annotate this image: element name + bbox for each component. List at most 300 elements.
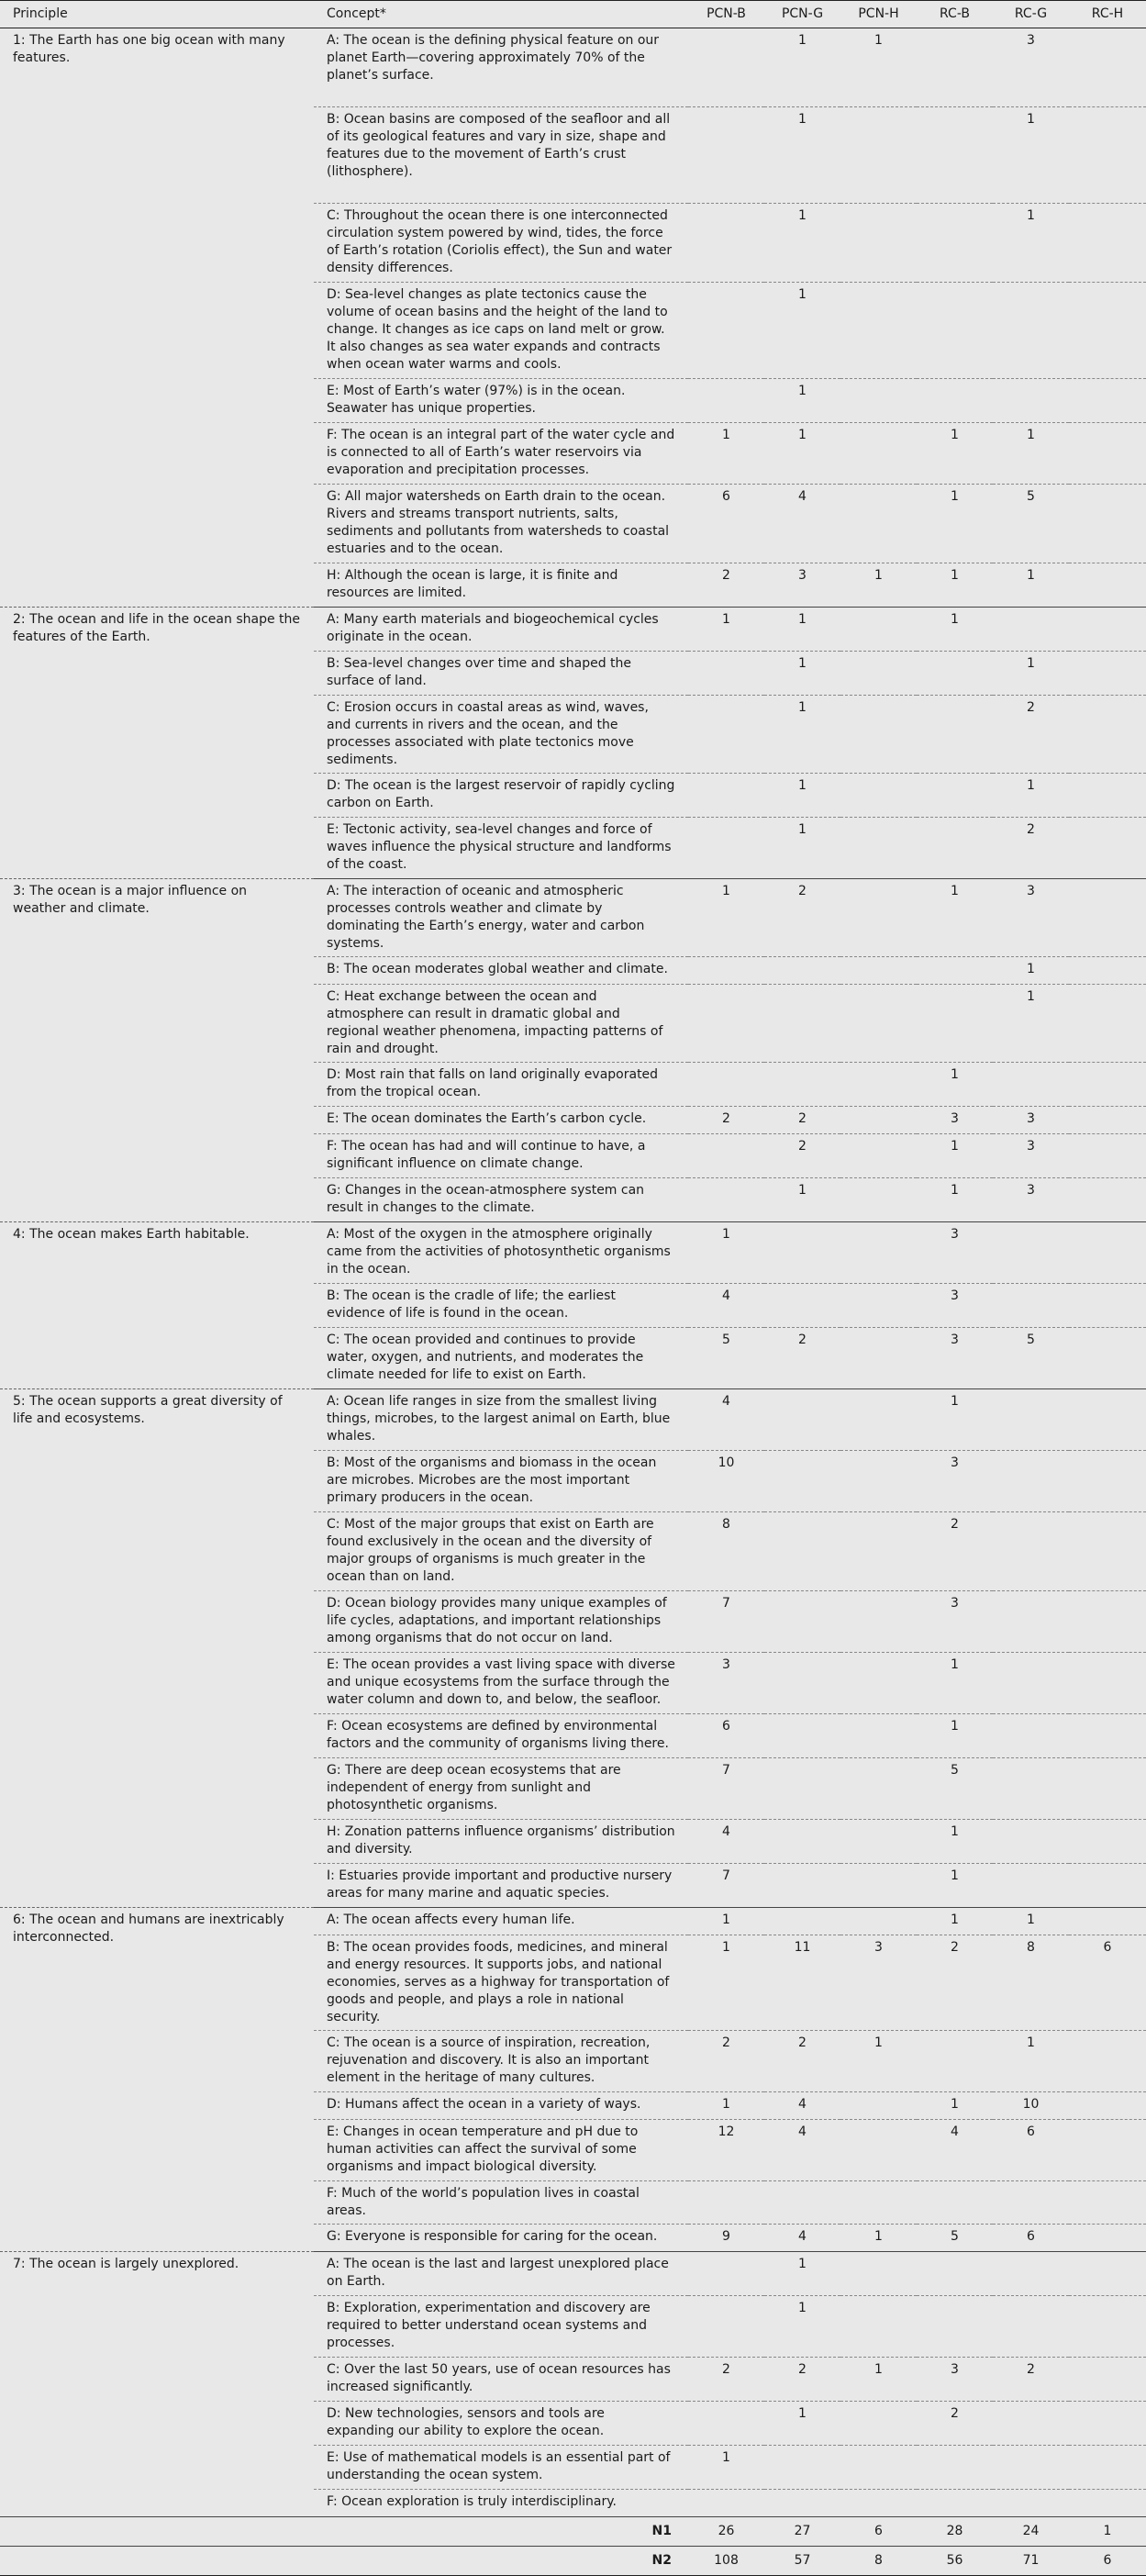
count-cell [764,1908,840,1935]
count-cell [688,2490,764,2517]
count-cell [1069,1714,1146,1758]
table-row [0,28,1146,107]
count-cell: 1 [917,1908,993,1935]
concept-text: A: The ocean is the last and largest unexplored place on Earth. [314,2252,688,2296]
count-cell: 1 [993,985,1069,1063]
count-cell [764,1512,840,1591]
count-cell: 10 [688,1451,764,1512]
count-cell: 2 [764,2031,840,2092]
count-cell: 9 [688,2225,764,2252]
count-cell [764,1451,840,1512]
count-cell: 3 [688,1653,764,1714]
count-cell: 1 [764,696,840,774]
total-n2-pcn-g: 57 [764,2547,840,2576]
count-cell: 1 [840,2031,917,2092]
count-cell [1069,1864,1146,1908]
count-cell [1069,608,1146,652]
count-cell: 1 [764,2252,840,2296]
count-cell [840,1758,917,1820]
count-cell [764,1714,840,1758]
count-cell: 1 [917,423,993,485]
principle-title: 4: The ocean makes Earth habitable. [0,1222,314,1389]
totals-label-n1: N1 [314,2517,688,2547]
total-n1-rc-g: 24 [993,2517,1069,2547]
count-cell [1069,1284,1146,1328]
count-cell: 1 [917,879,993,957]
count-cell: 1 [840,28,917,107]
count-cell [840,774,917,818]
count-cell [688,379,764,423]
count-cell: 1 [917,1820,993,1864]
count-cell [1069,2092,1146,2120]
concept-text: B: Most of the organisms and biomass in the ocean are microbes. Microbes are the most important primary producers in the ocean. [314,1451,688,1512]
total-n1-rc-h: 1 [1069,2517,1146,2547]
count-cell [1069,1178,1146,1222]
count-cell: 3 [993,1134,1069,1178]
count-cell: 8 [993,1935,1069,2031]
count-cell [1069,1908,1146,1935]
count-cell: 7 [688,1864,764,1908]
count-cell [840,696,917,774]
count-cell [1069,2296,1146,2358]
count-cell [840,1222,917,1284]
count-cell: 1 [917,563,993,608]
concept-text: F: Ocean ecosystems are defined by environmental factors and the community of organisms living there. [314,1714,688,1758]
count-cell [840,1389,917,1451]
concept-text: E: The ocean dominates the Earth’s carbon cycle. [314,1107,688,1134]
total-n2-pcn-h: 8 [840,2547,917,2576]
count-cell: 2 [764,1328,840,1389]
count-cell: 1 [917,1714,993,1758]
count-cell [840,2296,917,2358]
count-cell [1069,1758,1146,1820]
count-cell: 1 [993,957,1069,985]
count-cell [917,652,993,696]
count-cell [1069,563,1146,608]
count-cell: 5 [993,1328,1069,1389]
count-cell [993,1451,1069,1512]
count-cell [1069,985,1146,1063]
count-cell: 1 [688,2092,764,2120]
count-cell: 1 [993,204,1069,283]
count-cell [993,1512,1069,1591]
count-cell: 1 [688,2446,764,2490]
concept-text: B: The ocean provides foods, medicines, and mineral and energy resources. It supports jobs, and national economies, serves as a highway for transportation of goods and people, and plays a role in national security. [314,1935,688,2031]
count-cell: 1 [993,774,1069,818]
table-row [0,1389,1146,1451]
count-cell: 1 [993,2031,1069,2092]
count-cell: 1 [840,2358,917,2402]
count-cell [840,1512,917,1591]
count-cell [764,2181,840,2225]
table-row [0,1908,1146,1935]
count-cell: 1 [993,563,1069,608]
count-cell [688,28,764,107]
header-row [0,1,1146,28]
count-cell [993,2252,1069,2296]
concept-text: E: Tectonic activity, sea-level changes and force of waves influence the physical structure and landforms of the coast. [314,818,688,879]
count-cell: 7 [688,1758,764,1820]
table-row [0,2252,1146,2296]
count-cell [1069,2490,1146,2517]
count-cell [917,107,993,204]
count-cell: 1 [917,1063,993,1107]
count-cell [764,957,840,985]
total-n2-rc-g: 71 [993,2547,1069,2576]
count-cell [688,2181,764,2225]
count-cell [993,1714,1069,1758]
count-cell: 3 [840,1935,917,2031]
count-cell: 2 [917,1935,993,2031]
count-cell: 1 [764,608,840,652]
count-cell [1069,2402,1146,2446]
count-cell: 1 [917,1653,993,1714]
concept-text: D: New technologies, sensors and tools are expanding our ability to explore the ocean. [314,2402,688,2446]
count-cell: 1 [993,107,1069,204]
header-concept: Concept* [314,1,688,28]
count-cell: 5 [688,1328,764,1389]
count-cell [993,1389,1069,1451]
count-cell: 2 [993,818,1069,879]
count-cell [993,2181,1069,2225]
count-cell: 2 [764,2358,840,2402]
count-cell: 3 [993,879,1069,957]
count-cell: 1 [764,379,840,423]
count-cell: 6 [1069,1935,1146,2031]
count-cell [917,204,993,283]
count-cell: 3 [764,563,840,608]
count-cell [764,1653,840,1714]
count-cell [840,957,917,985]
count-cell [840,1134,917,1178]
count-cell [840,485,917,563]
count-cell [840,1820,917,1864]
count-cell: 1 [688,879,764,957]
count-cell [764,985,840,1063]
concept-text: D: Humans affect the ocean in a variety of ways. [314,2092,688,2120]
header-pcn-g: PCN-G [764,1,840,28]
count-cell [917,2446,993,2490]
count-cell [840,1063,917,1107]
count-cell [993,1820,1069,1864]
count-cell [917,696,993,774]
count-cell [840,1908,917,1935]
count-cell: 2 [764,1134,840,1178]
count-cell: 1 [840,2225,917,2252]
count-cell [688,1134,764,1178]
concept-text: C: Most of the major groups that exist on Earth are found exclusively in the ocean and the diversity of major groups of organisms is much greater in the ocean than on land. [314,1512,688,1591]
count-cell: 1 [688,1222,764,1284]
count-cell [993,1284,1069,1328]
count-cell [993,379,1069,423]
count-cell [840,423,917,485]
count-cell: 3 [917,1451,993,1512]
concept-text: E: Use of mathematical models is an essential part of understanding the ocean system. [314,2446,688,2490]
concept-text: C: Erosion occurs in coastal areas as wind, waves, and currents in rivers and the ocean, and the processes associated with plate tectonics move sediments. [314,696,688,774]
header-rc-h: RC-H [1069,1,1146,28]
total-n1-pcn-h: 6 [840,2517,917,2547]
count-cell: 4 [688,1389,764,1451]
count-cell: 4 [764,2225,840,2252]
count-cell: 1 [993,652,1069,696]
count-cell [1069,283,1146,379]
concept-text: C: Throughout the ocean there is one interconnected circulation system powered by wind, tides, the force of Earth’s rotation (Coriolis effect), the Sun and water density differences. [314,204,688,283]
table-row [0,1222,1146,1284]
count-cell [1069,2120,1146,2181]
count-cell [840,2402,917,2446]
count-cell: 5 [917,2225,993,2252]
count-cell [993,1864,1069,1908]
count-cell [993,1591,1069,1653]
count-cell: 1 [917,608,993,652]
count-cell: 3 [917,1328,993,1389]
header-principle: Principle [0,1,314,28]
count-cell [993,1653,1069,1714]
count-cell: 1 [764,2402,840,2446]
totals-label-n2: N2 [314,2547,688,2576]
count-cell [917,818,993,879]
count-cell: 11 [764,1935,840,2031]
concept-text: E: Most of Earth’s water (97%) is in the ocean. Seawater has unique properties. [314,379,688,423]
header-rc-g: RC-G [993,1,1069,28]
principle-title: 6: The ocean and humans are inextricably interconnected. [0,1908,314,2252]
concept-text: E: Changes in ocean temperature and pH due to human activities can affect the survival of some organisms and impact biological diversity. [314,2120,688,2181]
count-cell [1069,423,1146,485]
table-body [0,28,1146,2517]
count-cell [1069,652,1146,696]
count-cell [1069,1451,1146,1512]
count-cell [764,1222,840,1284]
count-cell [993,2446,1069,2490]
count-cell: 2 [993,696,1069,774]
concept-text: G: Changes in the ocean-atmosphere system can result in changes to the climate. [314,1178,688,1222]
count-cell: 7 [688,1591,764,1653]
count-cell: 6 [688,1714,764,1758]
count-cell [840,2092,917,2120]
concept-text: H: Zonation patterns influence organisms’ distribution and diversity. [314,1820,688,1864]
count-cell [840,107,917,204]
count-cell [917,2181,993,2225]
count-cell: 2 [688,1107,764,1134]
count-cell [1069,2031,1146,2092]
concept-text: B: Sea-level changes over time and shaped the surface of land. [314,652,688,696]
count-cell [840,2252,917,2296]
concept-text: C: Heat exchange between the ocean and atmosphere can result in dramatic global and regional weather phenomena, impacting patterns of rain and drought. [314,985,688,1063]
count-cell [917,379,993,423]
count-cell [764,1063,840,1107]
count-cell: 1 [917,1178,993,1222]
concept-text: F: The ocean is an integral part of the water cycle and is connected to all of Earth’s water reservoirs via evaporation and precipitation processes. [314,423,688,485]
concept-text: A: The ocean affects every human life. [314,1908,688,1935]
count-cell [917,2252,993,2296]
count-cell: 1 [917,485,993,563]
count-cell: 10 [993,2092,1069,2120]
count-cell [917,283,993,379]
count-cell: 1 [840,563,917,608]
concept-text: A: The ocean is the defining physical feature on our planet Earth—covering approximately 70% of the planet’s surface. [314,28,688,107]
count-cell [917,985,993,1063]
count-cell [1069,28,1146,107]
count-cell [1069,2446,1146,2490]
concept-text: D: The ocean is the largest reservoir of rapidly cycling carbon on Earth. [314,774,688,818]
count-cell [993,2296,1069,2358]
totals-row-n2 [0,2547,1146,2576]
count-cell [1069,107,1146,204]
count-cell: 3 [993,1107,1069,1134]
count-cell [993,1063,1069,1107]
count-cell [840,379,917,423]
count-cell [764,1591,840,1653]
count-cell: 1 [917,1389,993,1451]
count-cell [917,2490,993,2517]
count-cell: 6 [688,485,764,563]
count-cell: 4 [688,1820,764,1864]
count-cell [840,1451,917,1512]
count-cell [840,818,917,879]
count-cell [840,2181,917,2225]
concept-text: B: The ocean is the cradle of life; the earliest evidence of life is found in the ocean. [314,1284,688,1328]
count-cell [688,107,764,204]
count-cell [764,2446,840,2490]
concept-text: B: Ocean basins are composed of the seafloor and all of its geological features and vary in size, shape and features due to the movement of Earth’s crust (lithosphere). [314,107,688,204]
count-cell [993,2490,1069,2517]
total-n2-rc-b: 56 [917,2547,993,2576]
count-cell: 2 [993,2358,1069,2402]
count-cell [688,1178,764,1222]
count-cell: 6 [993,2225,1069,2252]
count-cell: 1 [764,818,840,879]
count-cell [840,1107,917,1134]
concept-text: D: Most rain that falls on land originally evaporated from the tropical ocean. [314,1063,688,1107]
count-cell [1069,204,1146,283]
count-cell [1069,1107,1146,1134]
principle-title: 3: The ocean is a major influence on weather and climate. [0,879,314,1222]
count-cell [1069,1328,1146,1389]
count-cell: 1 [993,423,1069,485]
count-cell [688,1063,764,1107]
count-cell: 1 [993,1908,1069,1935]
count-cell [840,879,917,957]
principle-title: 7: The ocean is largely unexplored. [0,2252,314,2517]
count-cell [764,1820,840,1864]
count-cell: 2 [917,2402,993,2446]
principle-title: 2: The ocean and life in the ocean shape the features of the Earth. [0,608,314,879]
count-cell: 1 [917,1134,993,1178]
count-cell: 1 [764,774,840,818]
count-cell: 1 [764,423,840,485]
concept-text: F: The ocean has had and will continue to have, a significant influence on climate change. [314,1134,688,1178]
concept-text: D: Ocean biology provides many unique examples of life cycles, adaptations, and important relationships among organisms that do not occur on land. [314,1591,688,1653]
count-cell [1069,957,1146,985]
count-cell: 2 [688,563,764,608]
count-cell [917,28,993,107]
count-cell: 4 [764,2120,840,2181]
total-n1-pcn-g: 27 [764,2517,840,2547]
concept-text: A: Most of the oxygen in the atmosphere originally came from the activities of photosynthetic organisms in the ocean. [314,1222,688,1284]
principle-title: 1: The Earth has one big ocean with many features. [0,28,314,608]
count-cell: 1 [764,107,840,204]
count-cell [840,1714,917,1758]
header-pcn-b: PCN-B [688,1,764,28]
count-cell [688,818,764,879]
concept-text: G: Everyone is responsible for caring for the ocean. [314,2225,688,2252]
count-cell: 4 [917,2120,993,2181]
count-cell [1069,879,1146,957]
count-cell: 4 [688,1284,764,1328]
count-cell [1069,818,1146,879]
concept-text: D: Sea-level changes as plate tectonics cause the volume of ocean basins and the height of the land to change. It changes as ice caps on land melt or grow. It also changes as sea water expands and contracts when ocean water warms and cools. [314,283,688,379]
count-cell [688,2402,764,2446]
concept-text: E: The ocean provides a vast living space with diverse and unique ecosystems from the surface through the water column and down to, and below, the seafloor. [314,1653,688,1714]
count-cell: 3 [993,28,1069,107]
count-cell [840,652,917,696]
count-cell [993,1758,1069,1820]
count-cell [1069,1653,1146,1714]
count-cell [840,1653,917,1714]
count-cell: 4 [764,485,840,563]
concept-text: A: The interaction of oceanic and atmospheric processes controls weather and climate by dominating the Earth’s energy, water and carbon systems. [314,879,688,957]
count-cell [840,1284,917,1328]
count-cell: 1 [764,204,840,283]
count-cell [688,204,764,283]
count-cell: 1 [764,28,840,107]
total-n2-pcn-b: 108 [688,2547,764,2576]
count-cell [1069,774,1146,818]
count-cell [1069,696,1146,774]
count-cell: 1 [917,2092,993,2120]
count-cell [688,774,764,818]
count-cell [1069,485,1146,563]
count-cell [1069,2225,1146,2252]
concept-text: A: Ocean life ranges in size from the smallest living things, microbes, to the largest animal on Earth, blue whales. [314,1389,688,1451]
count-cell [993,1222,1069,1284]
count-cell [764,1389,840,1451]
concept-text: F: Ocean exploration is truly interdisciplinary. [314,2490,688,2517]
count-cell [1069,379,1146,423]
count-cell [1069,2181,1146,2225]
count-cell: 3 [917,2358,993,2402]
count-cell [917,957,993,985]
count-cell: 5 [917,1758,993,1820]
count-cell [917,2031,993,2092]
count-cell: 3 [917,1222,993,1284]
count-cell: 1 [917,1864,993,1908]
count-cell [993,283,1069,379]
count-cell: 2 [764,879,840,957]
count-cell [688,652,764,696]
count-cell: 1 [764,2296,840,2358]
count-cell: 3 [917,1107,993,1134]
total-n1-pcn-b: 26 [688,2517,764,2547]
count-cell [840,1864,917,1908]
count-cell [1069,1512,1146,1591]
count-cell [764,1284,840,1328]
count-cell: 8 [688,1512,764,1591]
count-cell: 1 [688,423,764,485]
totals-row-n1 [0,2517,1146,2547]
count-cell [840,283,917,379]
count-cell [1069,1063,1146,1107]
concept-text: C: The ocean is a source of inspiration, recreation, rejuvenation and discovery. It is also an important element in the heritage of many cultures. [314,2031,688,2092]
count-cell: 3 [917,1591,993,1653]
total-n2-rc-h: 6 [1069,2547,1146,2576]
count-cell: 2 [688,2358,764,2402]
count-cell: 1 [688,1935,764,2031]
count-cell [688,957,764,985]
count-cell: 2 [688,2031,764,2092]
count-cell [688,2252,764,2296]
table-row [0,879,1146,957]
